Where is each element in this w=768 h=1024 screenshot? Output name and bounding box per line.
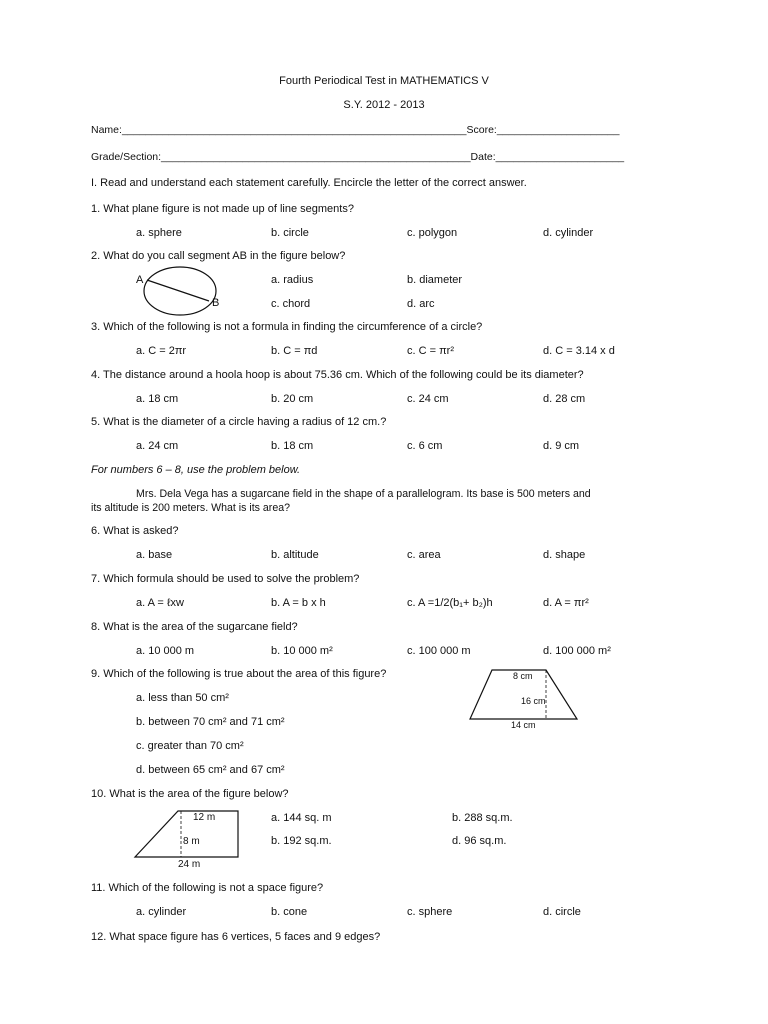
trapezoid-top-label: 8 cm [513,671,533,681]
q8-choice-c: c. 100 000 m [407,645,471,657]
q9-choice-a: a. less than 50 cm² [136,692,229,704]
q1-choice-d: d. cylinder [543,227,594,239]
q6-choice-a: a. base [136,549,173,561]
q11-choice-d: d. circle [543,906,581,918]
q5-choice-a: a. 24 cm [136,440,179,452]
note-6-8: For numbers 6 – 8, use the problem below. [91,464,301,476]
q4-choice-c: c. 24 cm [407,393,449,405]
grade-blank: _____________________________________________________ [161,151,471,163]
q1-choice-c: c. polygon [407,227,458,239]
question-9: 9. Which of the following is true about the area of this figure? [91,668,387,680]
problem-line-1: Mrs. Dela Vega has a sugarcane field in the shape of a parallelogram. Its base is 500 meters and [136,488,591,500]
q2-choice-b: b. diameter [407,274,463,286]
question-4: 4. The distance around a hoola hoop is about 75.36 cm. Which of the following could be its diameter? [91,369,584,381]
point-b-label: B [212,297,220,309]
test-title: Fourth Periodical Test in MATHEMATICS V [279,75,489,87]
q11-choice-a: a. cylinder [136,906,187,918]
grade-label: Grade/Section: [91,151,162,163]
q3-choice-a: a. C = 2πr [136,345,187,357]
name-label: Name: [91,124,122,136]
q10-choice-a: a. 144 sq. m [271,812,332,824]
grade-field [91,151,624,164]
q10-choice-d: d. 96 sq.m. [452,835,507,847]
name-blank: ___________________________________________________________ [121,124,467,136]
q10-choice-b: b. 288 sq.m. [452,812,513,824]
figure10-height-label: 8 m [183,836,200,847]
date-blank: ______________________ [495,151,625,163]
q6-choice-d: d. shape [543,549,586,561]
figure10-top-label: 12 m [193,812,216,823]
q10-choice-c: b. 192 sq.m. [271,835,332,847]
point-a-label: A [136,274,144,286]
q2-choice-c: c. chord [271,298,311,310]
q2-choice-a: a. radius [271,274,314,286]
q8-choice-d: d. 100 000 m² [543,645,611,657]
question-1: 1. What plane figure is not made up of line segments? [91,203,354,215]
q1-choice-a: a. sphere [136,227,182,239]
q9-choice-c: c. greater than 70 cm² [136,740,244,752]
q3-choice-c: c. C = πr² [407,345,455,357]
q7-choice-c: c. A =1/2(b₁+ b₂)h [407,597,493,609]
score-label: Score: [466,124,497,136]
q11-choice-b: b. cone [271,906,308,918]
q8-choice-a: a. 10 000 m [136,645,195,657]
question-2: 2. What do you call segment AB in the figure below? [91,250,346,262]
q6-choice-c: c. area [407,549,441,561]
q5-choice-d: d. 9 cm [543,440,580,452]
q5-choice-c: c. 6 cm [407,440,443,452]
question-5: 5. What is the diameter of a circle having a radius of 12 cm.? [91,416,387,428]
score-blank: _____________________ [496,124,620,136]
q8-choice-b: b. 10 000 m² [271,645,333,657]
question-11: 11. Which of the following is not a space figure? [91,882,324,894]
question-8: 8. What is the area of the sugarcane field? [91,621,298,633]
figure10-base-label: 24 m [178,859,201,870]
q4-choice-b: b. 20 cm [271,393,314,405]
q11-choice-c: c. sphere [407,906,453,918]
question-7: 7. Which formula should be used to solve the problem? [91,573,360,585]
q4-choice-a: a. 18 cm [136,393,179,405]
circle-figure [130,266,230,322]
q2-choice-d: d. arc [407,298,435,310]
q9-choice-b: b. between 70 cm² and 71 cm² [136,716,285,728]
q1-choice-b: b. circle [271,227,309,239]
q5-choice-b: b. 18 cm [271,440,314,452]
trapezoid-height-label: 16 cm [521,696,546,706]
q9-choice-d: d. between 65 cm² and 67 cm² [136,764,285,776]
q3-choice-d: d. C = 3.14 x d [543,345,615,357]
q6-choice-b: b. altitude [271,549,319,561]
name-field [91,124,619,137]
trapezoid-base-label: 14 cm [511,720,536,730]
problem-line-2: its altitude is 200 meters. What is its area? [91,502,291,514]
right-trapezoid-figure [132,808,247,860]
question-12: 12. What space figure has 6 vertices, 5 faces and 9 edges? [91,931,381,943]
q7-choice-d: d. A = πr² [543,597,589,609]
q3-choice-b: b. C = πd [271,345,318,357]
question-3: 3. Which of the following is not a formula in finding the circumference of a circle? [91,321,483,333]
question-6: 6. What is asked? [91,525,179,537]
question-10: 10. What is the area of the figure below? [91,788,289,800]
school-year: S.Y. 2012 - 2013 [343,99,425,111]
q4-choice-d: d. 28 cm [543,393,586,405]
q7-choice-b: b. A = b x h [271,597,326,609]
date-label: Date: [470,151,496,163]
q7-choice-a: a. A = ℓxw [136,597,184,609]
instructions: I. Read and understand each statement carefully. Encircle the letter of the correct answer. [91,177,527,189]
